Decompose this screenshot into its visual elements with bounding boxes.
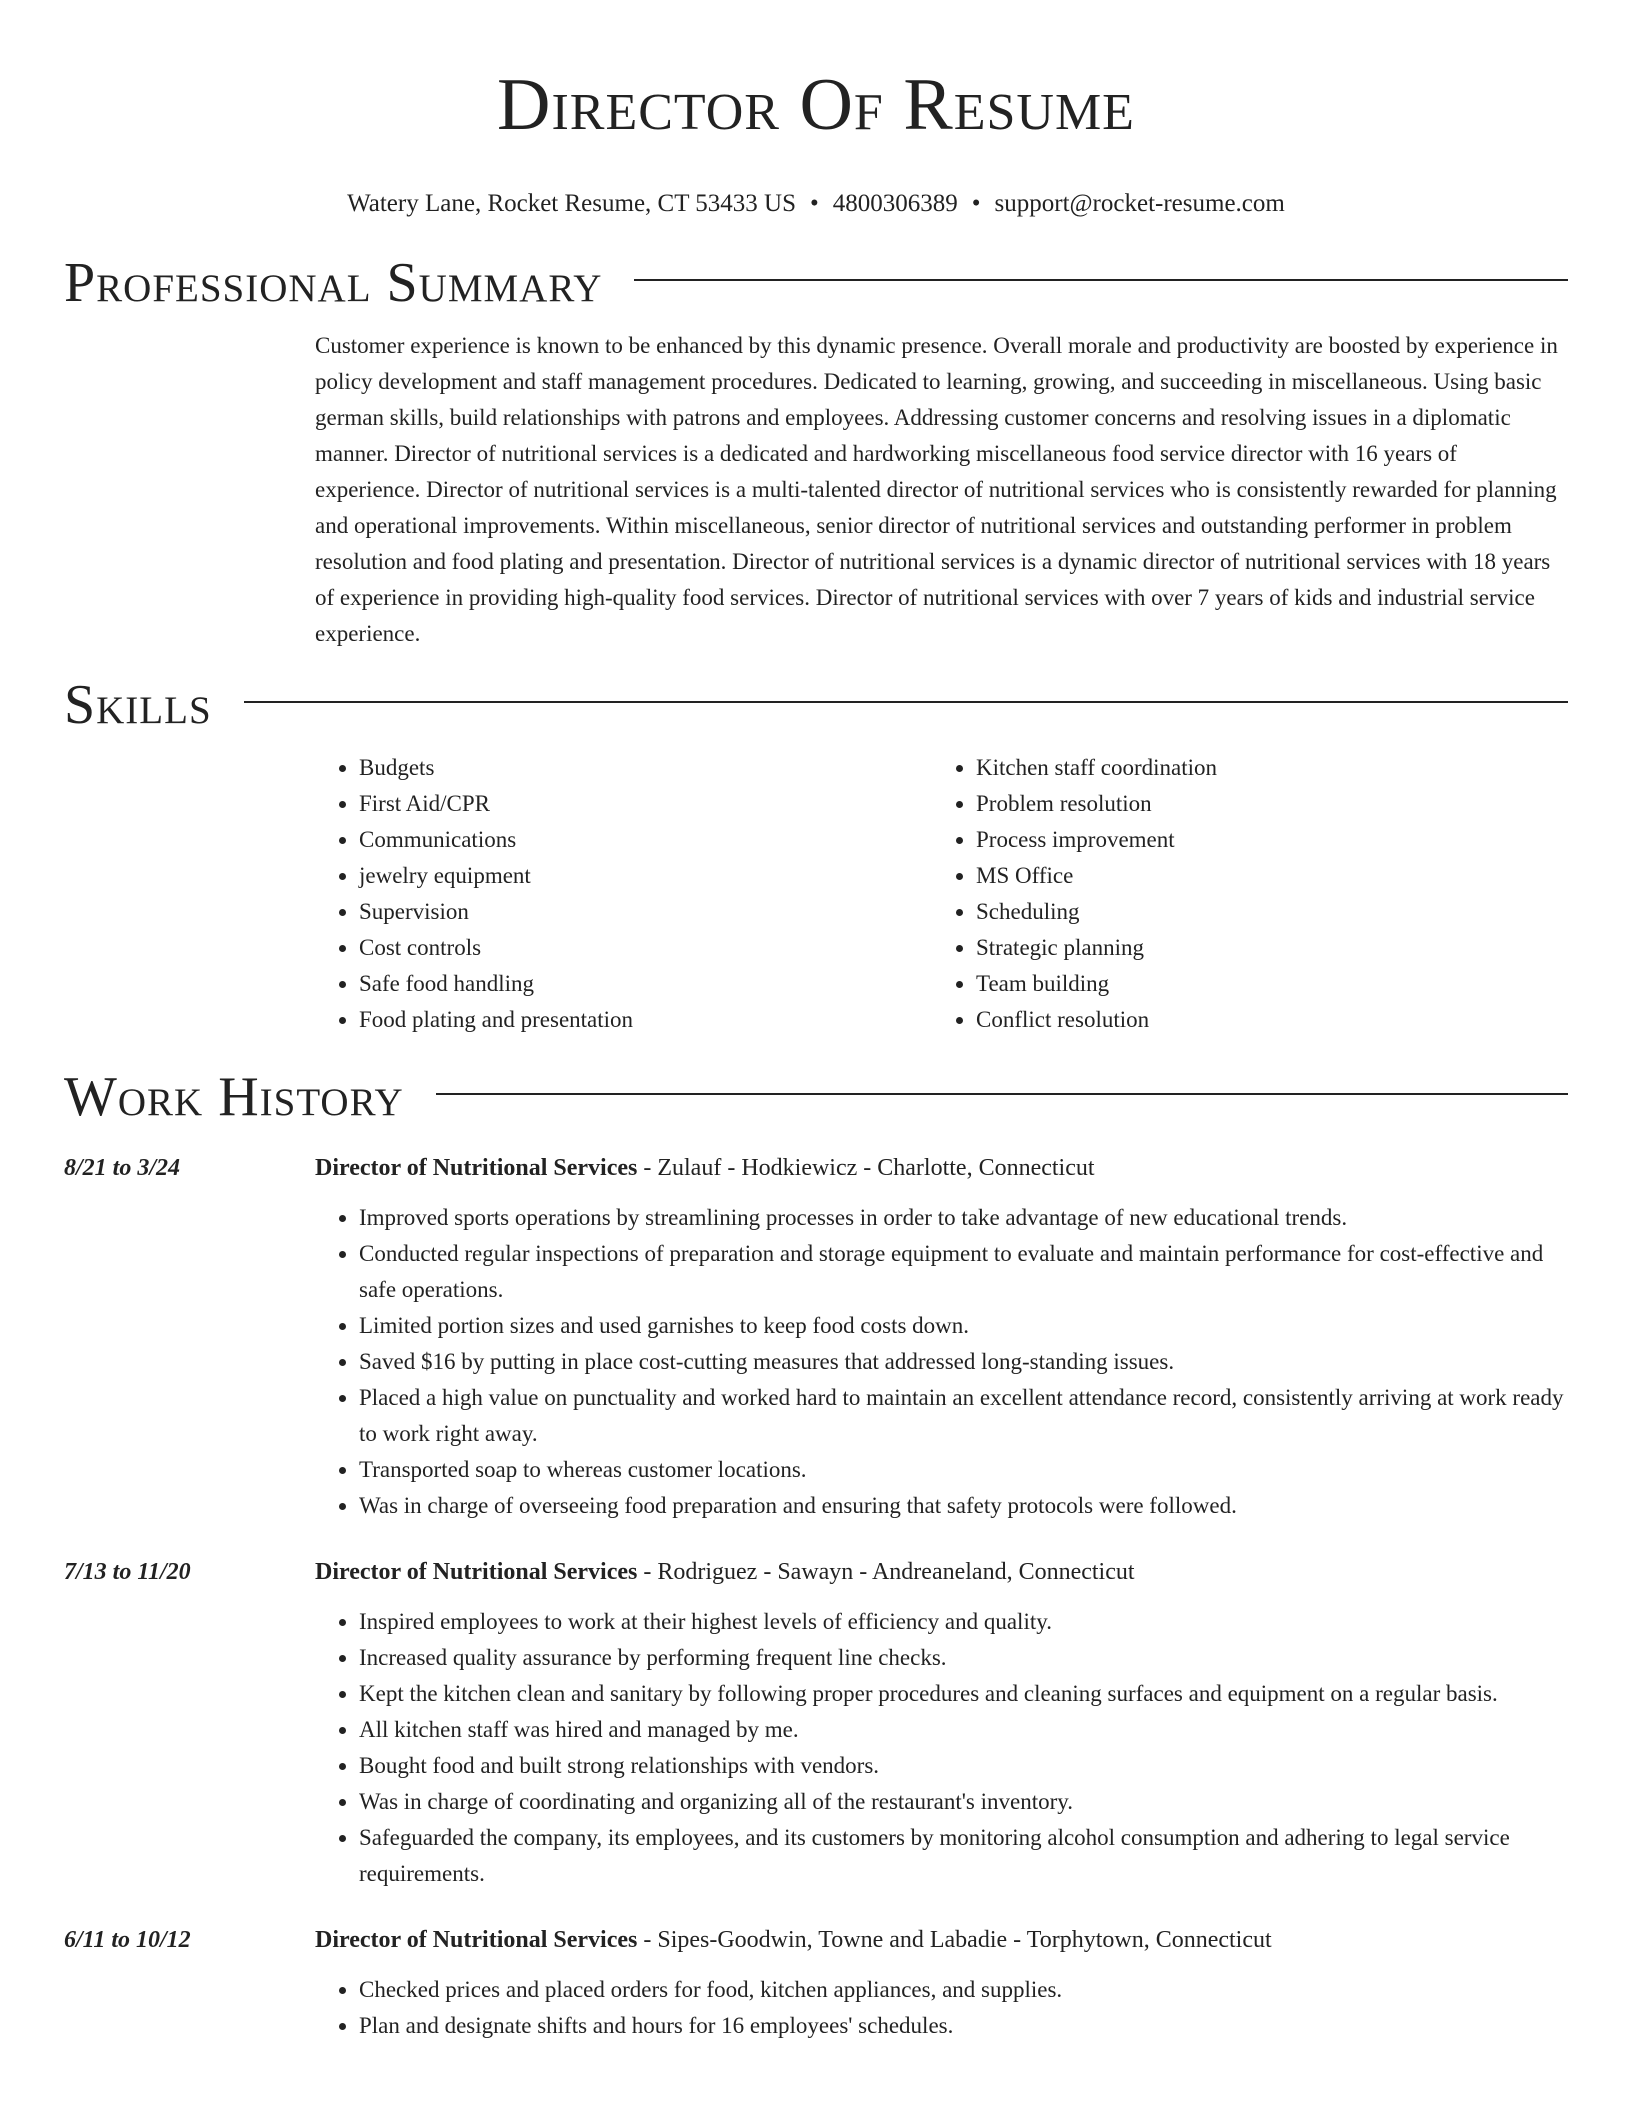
job-bullets [315, 1604, 1568, 1892]
job-bullets [315, 1972, 1568, 2044]
job-bullet: • Placed a high value on punctuality and worked hard to maintain an excellent attendance record, consistently arriving at work ready to work right away. [359, 1380, 1568, 1452]
skill-item: • Cost controls [359, 930, 932, 966]
skill-item: • Problem resolution [976, 786, 1549, 822]
skill-item: • Process improvement [976, 822, 1549, 858]
contact-separator: • [971, 190, 981, 217]
section-divider [436, 1093, 1568, 1095]
skill-item: • Food plating and presentation [359, 1002, 932, 1038]
skills-grid [315, 750, 1568, 1038]
job-bullet: • Plan and designate shifts and hours for 16 employees' schedules. [359, 2008, 1568, 2044]
skill-item: • jewelry equipment [359, 858, 932, 894]
contact-separator: • [810, 190, 819, 217]
skill-item: • First Aid/CPR [359, 786, 932, 822]
job-header [315, 1922, 1568, 1958]
skill-item: • Budgets [359, 750, 932, 786]
summary-text: Customer experience is known to be enhanced by this dynamic presence. Overall morale and productivity are boosted by experience in policy development and staff management procedures. Dedicated to learning, growing, and succeeding in miscellaneous. Using basic german skills, build relationships with patrons and employees. Addressing customer concerns and resolving issues in a diplomatic manner. Director of nutritional services is a dedicated and hardworking miscellaneous food service director with 16 years of experience. Director of nutritional services is a multi-talented director of nutritional services who is consistently rewarded for planning and operational improvements. Within miscellaneous, senior director of nutritional services and outstanding performer in problem resolution and food plating and presentation. Director of nutritional services is a dynamic director of nutritional services with 18 years of experience in providing high-quality food services. Director of nutritional services with over 7 years of kids and industrial service experience. [315, 333, 1558, 646]
skill-item: • Supervision [359, 894, 932, 930]
summary-section-heading [64, 250, 1568, 316]
skill-item: • Kitchen staff coordination [976, 750, 1549, 786]
job-header [315, 1554, 1568, 1590]
job-bullet: • Kept the kitchen clean and sanitary by following proper procedures and cleaning surfaces and equipment on a regular basis. [359, 1676, 1568, 1712]
job-company: - Sipes-Goodwin, Towne and Labadie - Torphytown, Connecticut [637, 1927, 1272, 1953]
job-header [315, 1150, 1568, 1186]
section-divider [244, 701, 1568, 703]
job-bullet: • Bought food and built strong relationships with vendors. [359, 1748, 1568, 1784]
section-divider [634, 279, 1568, 281]
job-bullet: • Limited portion sizes and used garnishes to keep food costs down. [359, 1308, 1568, 1344]
skills-section-heading [64, 672, 1568, 738]
summary-heading: Professional Summary [64, 252, 603, 314]
job-dates: 7/13 to 11/20 [64, 1559, 191, 1585]
work-section-heading [64, 1064, 1568, 1130]
job-entry [64, 1150, 1568, 1524]
skill-item: • Conflict resolution [976, 1002, 1549, 1038]
job-bullet: • Safeguarded the company, its employees, and its customers by monitoring alcohol consumption and adhering to legal service requirements. [359, 1820, 1568, 1892]
resume-title: Director Of Resume [497, 64, 1135, 146]
contact-address: Watery Lane, Rocket Resume, CT 53433 US [347, 190, 796, 217]
work-heading: Work History [64, 1066, 404, 1128]
skill-item: • Team building [976, 966, 1549, 1002]
skills-column-right [932, 750, 1549, 1038]
job-title: Director of Nutritional Services [315, 1927, 638, 1953]
job-company: - Rodriguez - Sawayn - Andreaneland, Connecticut [637, 1559, 1135, 1585]
job-bullet: • Transported soap to whereas customer locations. [359, 1452, 1568, 1488]
skill-item: • Safe food handling [359, 966, 932, 1002]
job-company: - Zulauf - Hodkiewicz - Charlotte, Connecticut [637, 1155, 1095, 1181]
job-entry [64, 1554, 1568, 1892]
job-bullet: • Saved $16 by putting in place cost-cutting measures that addressed long-standing issues. [359, 1344, 1568, 1380]
job-bullet: • Improved sports operations by streamlining processes in order to take advantage of new educational trends. [359, 1200, 1568, 1236]
job-bullet: • Conducted regular inspections of preparation and storage equipment to evaluate and maintain performance for cost-effective and safe operations. [359, 1236, 1568, 1308]
skill-item: • MS Office [976, 858, 1549, 894]
job-title: Director of Nutritional Services [315, 1155, 638, 1181]
job-bullet: • Was in charge of overseeing food preparation and ensuring that safety protocols were followed. [359, 1488, 1568, 1524]
skill-item: • Scheduling [976, 894, 1549, 930]
contact-email: support@rocket-resume.com [994, 190, 1285, 217]
job-bullet: • Was in charge of coordinating and organizing all of the restaurant's inventory. [359, 1784, 1568, 1820]
job-title: Director of Nutritional Services [315, 1559, 638, 1585]
job-dates: 8/21 to 3/24 [64, 1155, 181, 1181]
job-bullet: • Inspired employees to work at their highest levels of efficiency and quality. [359, 1604, 1568, 1640]
job-bullets [315, 1200, 1568, 1524]
contact-line [64, 188, 1568, 220]
skill-item: • Strategic planning [976, 930, 1549, 966]
job-dates: 6/11 to 10/12 [64, 1927, 191, 1953]
job-details [315, 1150, 1568, 1524]
skills-column-left [315, 750, 932, 1038]
skill-item: • Communications [359, 822, 932, 858]
job-bullet: • Checked prices and placed orders for food, kitchen appliances, and supplies. [359, 1972, 1568, 2008]
job-details [315, 1554, 1568, 1892]
contact-phone: 4800306389 [832, 190, 958, 217]
job-bullet: • All kitchen staff was hired and managed by me. [359, 1712, 1568, 1748]
skills-heading: Skills [64, 674, 212, 736]
job-entry [64, 1922, 1568, 2044]
job-bullet: • Increased quality assurance by performing frequent line checks. [359, 1640, 1568, 1676]
job-details [315, 1922, 1568, 2044]
